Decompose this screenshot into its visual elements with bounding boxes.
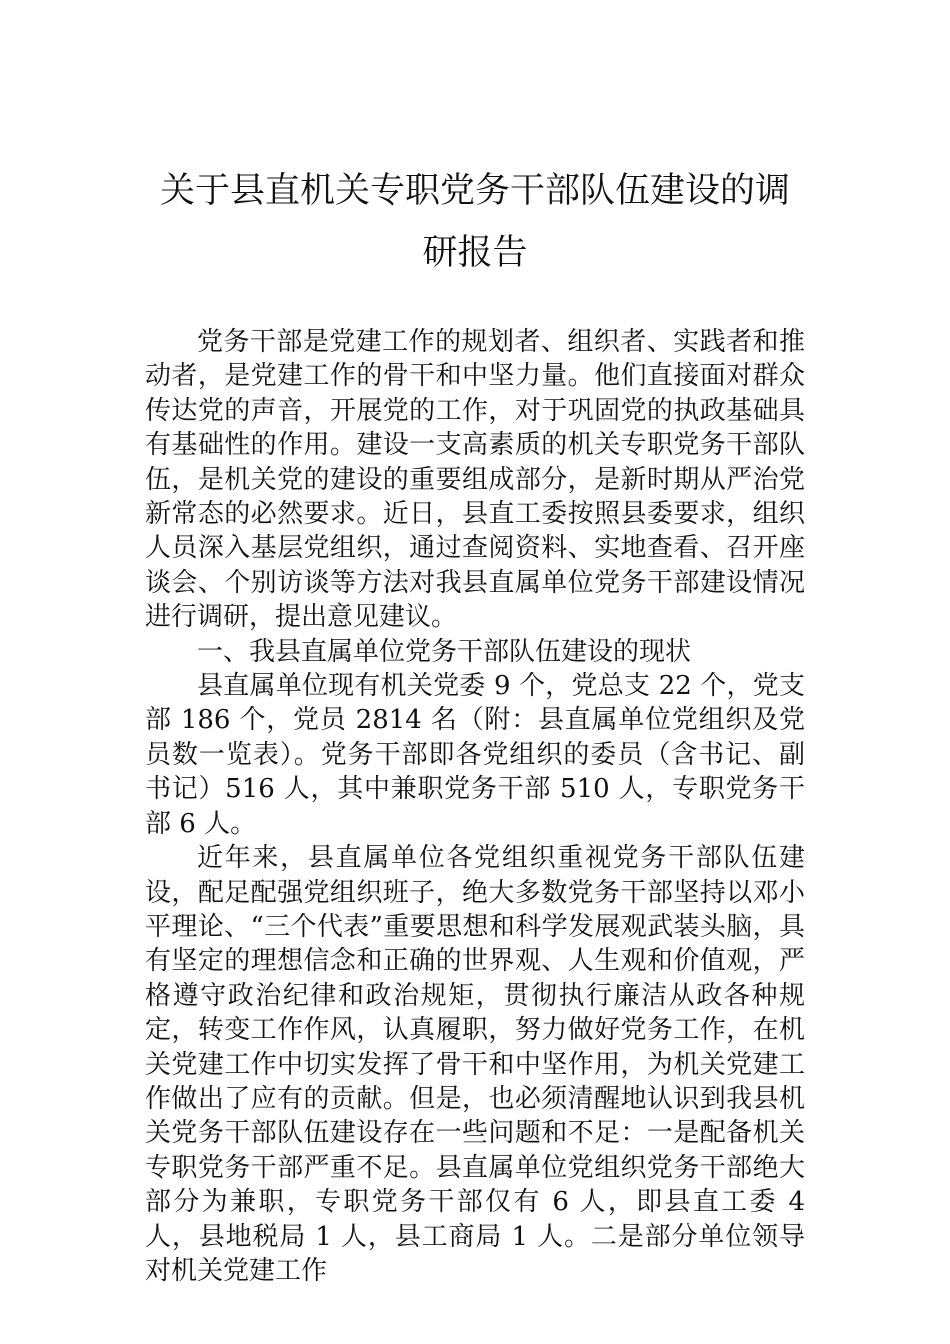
section-heading-status: 一、我县直属单位党务干部队伍建设的现状 — [197, 636, 692, 667]
paragraph-analysis: 近年来，县直属单位各党组织重视党务干部队伍建设，配足配强党组织班子，绝大多数党务干部坚持以邓小平理论、“三个代表”重要思想和科学发展观武装头脑，具有坚定的理想信念和正确的世界观、人生观和价值观，严格遵守政治纪律和政治规矩，贯彻执行廉洁从政各种规定，转变工作作风，认真履职，努力做好党务工作，在机关党建工作中切实发挥了骨干和中坚作用，为机关党建工作做出了应有的贡献。但是，也必须清醒地认识到我县机关党务干部队伍建设存在一些问题和不足：一是配备机关专职党务干部严重不足。县直属单位党组织党务干部绝大部分为兼职，专职党务干部仅有 6 人，即县直工委 4 人，县地税局 1 人，县工商局 1 人。二是部分单位领导对机关党建工作 — [145, 843, 805, 1286]
document-body — [145, 325, 805, 1288]
document-title: 关于县直机关专职党务干部队伍建设的调研报告 — [159, 171, 790, 273]
paragraph-intro: 党务干部是党建工作的规划者、组织者、实践者和推动者，是党建工作的骨干和中坚力量。他们直接面对群众传达党的声音，开展党的工作，对于巩固党的执政基础具有基础性的作用。建设一支高素质的机关专职党务干部队伍，是机关党的建设的重要组成部分，是新时期从严治党新常态的必然要求。近日，县直工委按照县委要求，组织人员深入基层党组织，通过查阅资料、实地查看、召开座谈会、个别访谈等方法对我县直属单位党务干部建设情况进行调研，提出意见建议。 — [145, 327, 805, 633]
paragraph-statistics: 县直属单位现有机关党委 9 个，党总支 22 个，党支部 186 个，党员 2814 名（附：县直属单位党组织及党员数一览表）。党务干部即各党组织的委员（含书记、副书记）516 人，其中兼职党务干部 510 人，专职党务干部 6 人。 — [145, 671, 805, 839]
